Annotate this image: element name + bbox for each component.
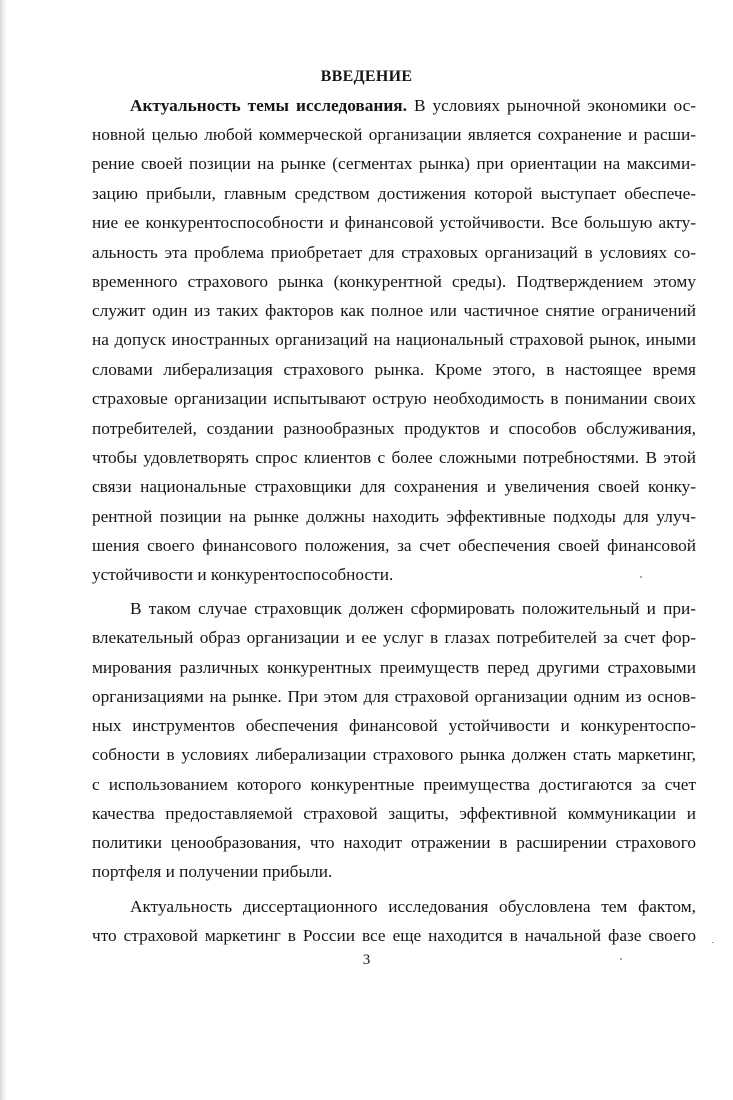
text-line: политики ценообразования, что находит отражении в расширении страхового (92, 833, 696, 852)
text-line: В таком случае страховщик должен сформировать положительный и при- (130, 599, 696, 618)
page-number: 3 (362, 952, 371, 968)
text-line: альность эта проблема приобретает для страховых организаций в условиях со- (92, 243, 696, 262)
text-line: мирования различных конкурентных преимуществ перед другими страховыми (92, 658, 696, 677)
text-line: портфеля и получении прибыли. (92, 862, 333, 881)
text-line: качества предоставляемой страховой защиты, эффективной коммуникации и (92, 804, 696, 823)
text-line: временного страхового рынка (конкурентной среды). Подтверждением этому (92, 272, 696, 291)
scan-speck (620, 958, 622, 960)
lead-bold-phrase: Актуальность темы исследования. (130, 96, 407, 115)
text-line: собности в условиях либерализации страхового рынка должен стать маркетинг, (92, 745, 696, 764)
text-line: влекательный образ организации и ее услуг в глазах потребителей за счет фор- (92, 628, 696, 647)
text-line: устойчивости и конкурентоспособности. (92, 565, 394, 584)
text-line (130, 94, 696, 118)
text-line: Актуальность диссертационного исследования обусловлена тем фактом, (130, 897, 696, 916)
text-line: страховые организации испытывают острую необходимость в понимании своих (92, 389, 696, 408)
scan-edge-shadow (0, 0, 7, 1100)
text-line: зацию прибыли, главным средством достижения которой выступает обеспече- (92, 184, 696, 203)
lead-line-rest: В условиях рыночной экономики ос- (406, 96, 697, 115)
scan-speck (640, 576, 642, 578)
text-line: ных инструментов обеспечения финансовой устойчивости и конкурентоспо- (92, 716, 696, 735)
text-line: что страховой маркетинг в России все еще находится в начальной фазе своего (92, 926, 696, 945)
text-line: шения своего финансового положения, за счет обеспечения своей финансовой (92, 536, 696, 555)
text-line: чтобы удовлетворять спрос клиентов с более сложными потребностями. В этой (92, 448, 696, 467)
section-heading: ВВЕДЕНИЕ (320, 68, 413, 85)
text-line: с использованием которого конкурентные преимущества достигаются за счет (92, 775, 696, 794)
text-line: на допуск иностранных организаций на национальный страховой рынок, иными (92, 330, 696, 349)
text-line: служит один из таких факторов как полное или частичное снятие ограничений (92, 301, 696, 320)
text-line: словами либерализация страхового рынка. Кроме этого, в настоящее время (92, 360, 696, 379)
text-line: потребителей, создании разнообразных продуктов и способов обслуживания, (92, 419, 696, 438)
text-line: ние ее конкурентоспособности и финансовой устойчивости. Все большую акту- (92, 213, 696, 232)
text-line: рентной позиции на рынке должны находить эффективные подходы для улуч- (92, 507, 696, 526)
text-line: организациями на рынке. При этом для страховой организации одним из основ- (92, 687, 696, 706)
text-line: рение своей позиции на рынке (сегментах рынка) при ориентации на максими- (92, 154, 696, 173)
text-line: связи национальные страховщики для сохранения и увеличения своей конку- (92, 477, 696, 496)
scan-speck (712, 942, 714, 943)
text-line: новной целью любой коммерческой организации является сохранение и расши- (92, 125, 696, 144)
